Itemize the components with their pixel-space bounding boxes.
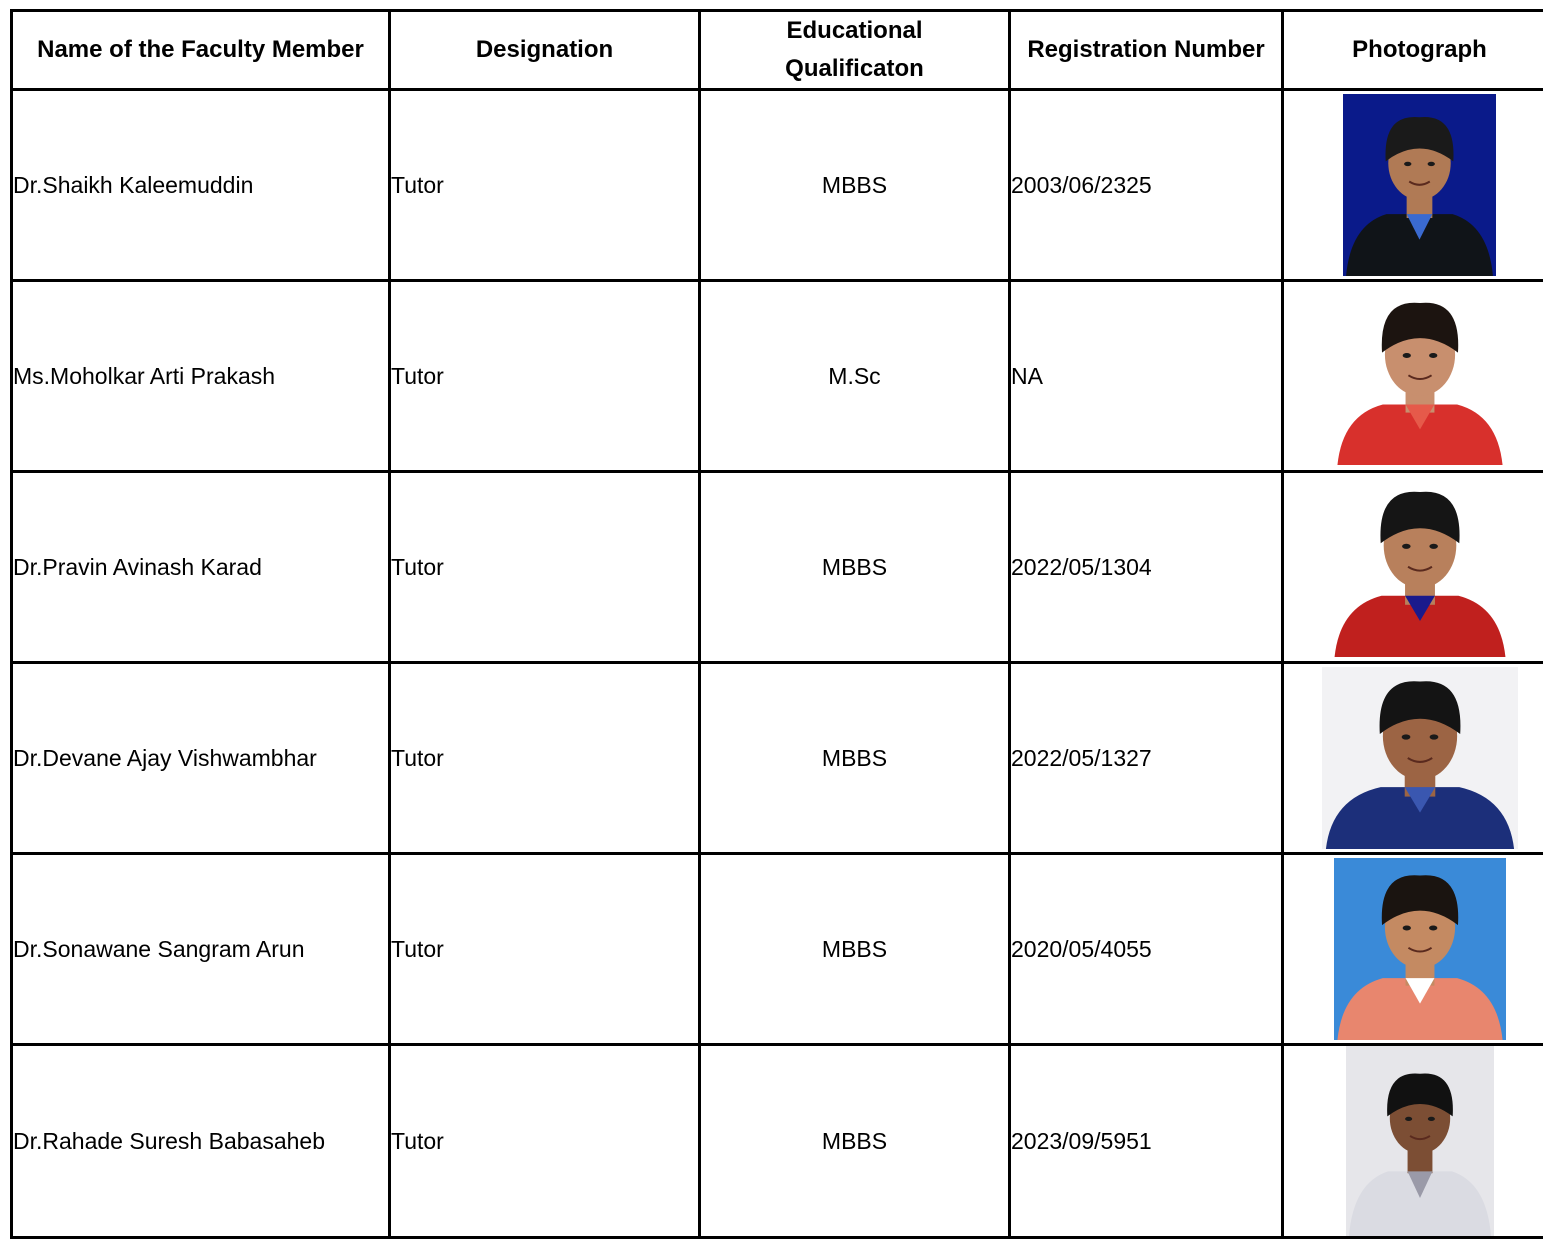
cell-designation: Tutor xyxy=(390,472,700,663)
faculty-photo xyxy=(1334,858,1506,1040)
cell-photograph xyxy=(1283,854,1543,1045)
faculty-table xyxy=(10,9,1543,1239)
cell-photograph xyxy=(1283,663,1543,854)
header-row xyxy=(12,11,1543,90)
cell-photograph xyxy=(1283,1045,1543,1238)
cell-designation: Tutor xyxy=(390,90,700,281)
cell-designation: Tutor xyxy=(390,281,700,472)
table-row xyxy=(12,90,1543,281)
cell-name: Dr.Pravin Avinash Karad xyxy=(12,472,390,663)
faculty-photo xyxy=(1322,667,1518,849)
cell-registration: 2003/06/2325 xyxy=(1010,90,1283,281)
table-row xyxy=(12,1045,1543,1238)
faculty-photo xyxy=(1331,477,1509,657)
cell-qualification: MBBS xyxy=(700,854,1010,1045)
header-registration: Registration Number xyxy=(1010,11,1283,90)
cell-name: Ms.Moholkar Arti Prakash xyxy=(12,281,390,472)
cell-designation: Tutor xyxy=(390,663,700,854)
cell-name: Dr.Devane Ajay Vishwambhar xyxy=(12,663,390,854)
cell-photograph xyxy=(1283,472,1543,663)
cell-registration: 2020/05/4055 xyxy=(1010,854,1283,1045)
cell-qualification: MBBS xyxy=(700,90,1010,281)
cell-registration: 2023/09/5951 xyxy=(1010,1045,1283,1238)
header-qualification xyxy=(700,11,1010,90)
faculty-photo xyxy=(1334,287,1506,465)
header-qualification-line1: Educational xyxy=(786,17,923,44)
cell-designation: Tutor xyxy=(390,854,700,1045)
cell-registration: 2022/05/1304 xyxy=(1010,472,1283,663)
table-row xyxy=(12,472,1543,663)
cell-name: Dr.Shaikh Kaleemuddin xyxy=(12,90,390,281)
cell-registration: 2022/05/1327 xyxy=(1010,663,1283,854)
faculty-photo xyxy=(1346,1046,1494,1236)
header-qualification-line2: Qualificaton xyxy=(785,55,924,82)
header-photograph: Photograph xyxy=(1283,11,1543,90)
cell-qualification: MBBS xyxy=(700,1045,1010,1238)
header-designation: Designation xyxy=(390,11,700,90)
cell-qualification: M.Sc xyxy=(700,281,1010,472)
table-row xyxy=(12,663,1543,854)
cell-qualification: MBBS xyxy=(700,663,1010,854)
table-row xyxy=(12,281,1543,472)
cell-designation: Tutor xyxy=(390,1045,700,1238)
cell-photograph xyxy=(1283,281,1543,472)
cell-qualification: MBBS xyxy=(700,472,1010,663)
table-row xyxy=(12,854,1543,1045)
cell-name: Dr.Sonawane Sangram Arun xyxy=(12,854,390,1045)
cell-registration: NA xyxy=(1010,281,1283,472)
header-name: Name of the Faculty Member xyxy=(12,11,390,90)
cell-name: Dr.Rahade Suresh Babasaheb xyxy=(12,1045,390,1238)
faculty-photo xyxy=(1343,94,1496,276)
cell-photograph xyxy=(1283,90,1543,281)
